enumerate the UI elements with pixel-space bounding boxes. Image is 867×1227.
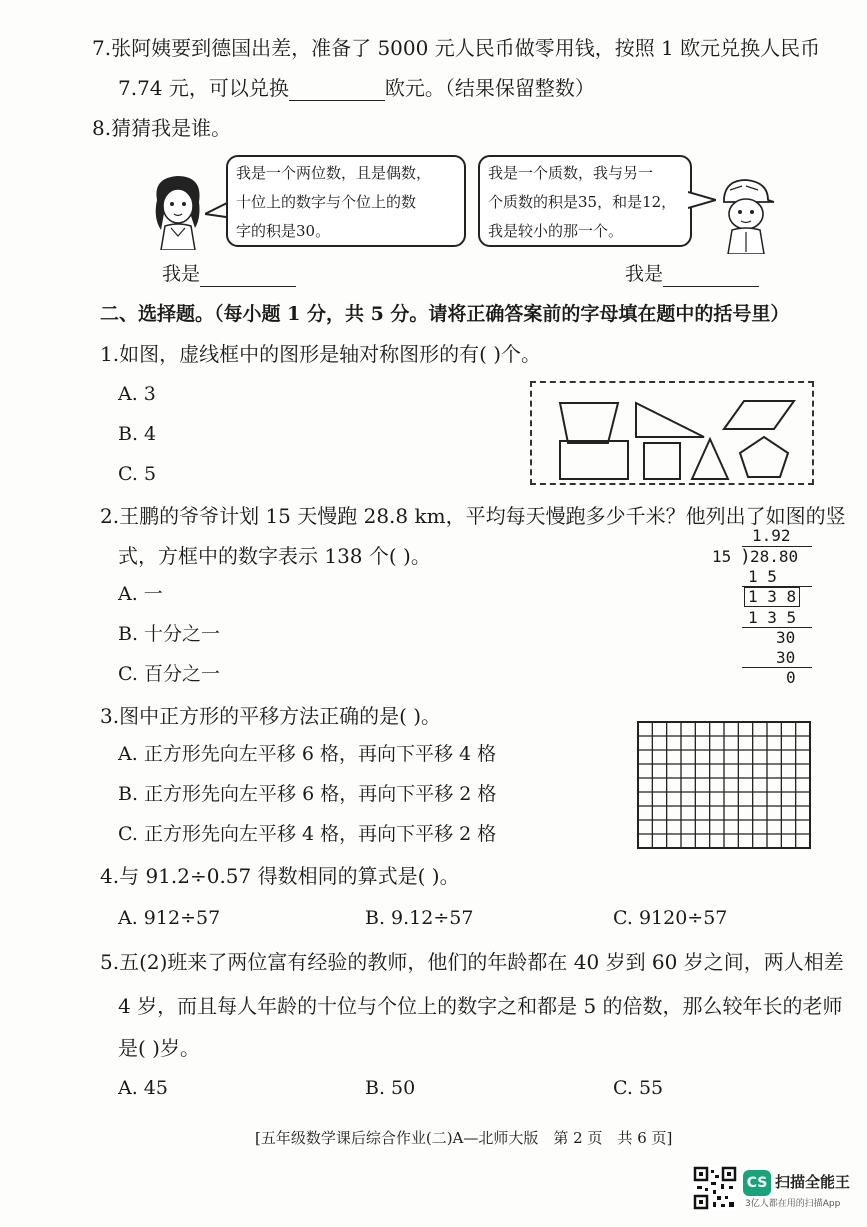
watermark-app-name: 扫描全能王 xyxy=(775,1173,851,1191)
rectangle-shape xyxy=(560,441,628,479)
c4-stem: 4.与 91.2÷0.57 得数相同的算式是( )。 xyxy=(100,864,460,888)
division-row: 30 xyxy=(776,648,796,667)
division-line xyxy=(742,667,812,668)
division-row: 1 3 5 xyxy=(748,608,797,627)
c3-stem: 3.图中正方形的平移方法正确的是( )。 xyxy=(100,704,442,728)
right-triangle-shape xyxy=(636,403,704,437)
bubble-right-line: 我是一个质数，我与另一 xyxy=(488,164,654,182)
c1-option-a[interactable]: A. 3 xyxy=(118,383,156,405)
c2-option-c[interactable]: C. 百分之一 xyxy=(118,663,220,685)
division-row: 0 xyxy=(786,668,796,687)
c5-line2: 4 岁，而且每人年龄的十位与个位上的数字之和都是 5 的倍数，那么较年长的老师 xyxy=(118,994,843,1018)
division-boxed-row: 1 3 8 xyxy=(744,587,800,607)
answer-right-label: 我是 xyxy=(625,263,664,285)
camscanner-logo: CS xyxy=(743,1170,771,1196)
translation-grid xyxy=(637,721,811,849)
c1-stem: 1.如图，虚线框中的图形是轴对称图形的有( )个。 xyxy=(100,342,542,366)
c2-option-b[interactable]: B. 十分之一 xyxy=(118,623,221,645)
c5-option-b[interactable]: B. 50 xyxy=(365,1077,416,1099)
division-bracket: ) xyxy=(740,546,751,567)
bubble-right-line: 个质数的积是35，和是12， xyxy=(488,193,677,211)
c3-option-a[interactable]: A. 正方形先向左平移 6 格，再向下平移 4 格 xyxy=(118,743,497,765)
q8-title: 8.猜猜我是谁。 xyxy=(92,116,232,140)
page-footer: [五年级数学课后综合作业(二)A—北师大版 第 2 页 共 6 页] xyxy=(255,1129,673,1147)
q8-answer-right xyxy=(625,262,759,287)
answer-left-label: 我是 xyxy=(162,263,201,285)
q7-line2-text-b: 欧元。（结果保留整数） xyxy=(384,76,595,100)
c4-option-a[interactable]: A. 912÷57 xyxy=(118,907,221,929)
boy-illustration xyxy=(712,176,776,254)
answer-right-blank[interactable] xyxy=(663,262,759,287)
q7-line1: 7.张阿姨要到德国出差，准备了 5000 元人民币做零用钱，按照 1 欧元兑换人民币 xyxy=(92,36,821,60)
c5-line1: 5.五(2)班来了两位富有经验的教师，他们的年龄都在 40 岁到 60 岁之间，两人相差 xyxy=(100,950,844,974)
girl-illustration xyxy=(145,170,211,250)
c4-option-c[interactable]: C. 9120÷57 xyxy=(613,907,728,929)
c5-line3: 是( )岁。 xyxy=(118,1036,200,1060)
shapes-figure xyxy=(530,381,814,485)
square-shape xyxy=(644,443,680,479)
watermark-tagline: 3亿人都在用的扫描App xyxy=(745,1199,841,1209)
triangle-shape xyxy=(692,439,728,479)
answer-left-blank[interactable] xyxy=(200,262,296,287)
division-quotient: 1.92 xyxy=(752,526,791,545)
c2-option-a[interactable]: A. 一 xyxy=(118,583,163,605)
bubble-left-line: 字的积是30。 xyxy=(236,222,331,240)
speech-bubble-right xyxy=(478,155,692,247)
c4-option-b[interactable]: B. 9.12÷57 xyxy=(365,907,474,929)
c3-option-b[interactable]: B. 正方形先向左平移 6 格，再向下平移 2 格 xyxy=(118,783,497,805)
q7-line2-text-a: 7.74 元，可以兑换 xyxy=(118,76,289,100)
section-title: 二、选择题。（每小题 1 分，共 5 分。请将正确答案前的字母填在题中的括号里） xyxy=(100,303,790,325)
pentagon-shape xyxy=(740,437,788,477)
q8-answer-left xyxy=(162,262,296,287)
long-division xyxy=(708,526,818,686)
division-row: 1 5 xyxy=(748,567,777,586)
parallelogram-shape xyxy=(724,401,794,429)
c5-option-c[interactable]: C. 55 xyxy=(613,1077,664,1099)
c2-line1: 2.王鹏的爷爷计划 15 天慢跑 28.8 km，平均每天慢跑多少千米？他列出了如图的竖 xyxy=(100,504,846,528)
speech-bubble-left xyxy=(226,155,466,247)
q7-answer-blank[interactable] xyxy=(289,76,385,101)
q7-line2 xyxy=(118,76,595,101)
bubble-left-line: 十位上的数字与个位上的数 xyxy=(236,193,417,211)
shapes-svg xyxy=(532,383,812,483)
division-dividend: 28.80 xyxy=(750,547,799,566)
bubble-right-line: 我是较小的那一个。 xyxy=(488,222,624,240)
qr-code-icon xyxy=(693,1166,737,1210)
division-row: 30 xyxy=(776,628,796,647)
bubble-left-line: 我是一个两位数，且是偶数， xyxy=(236,164,432,182)
division-divisor: 15 xyxy=(712,547,732,566)
c1-option-c[interactable]: C. 5 xyxy=(118,463,157,485)
c3-option-c[interactable]: C. 正方形先向左平移 4 格，再向下平移 2 格 xyxy=(118,823,497,845)
c1-option-b[interactable]: B. 4 xyxy=(118,423,157,445)
c2-line2: 式，方框中的数字表示 138 个( )。 xyxy=(118,544,431,568)
trapezoid-shape xyxy=(560,403,618,443)
c5-option-a[interactable]: A. 45 xyxy=(118,1077,168,1099)
